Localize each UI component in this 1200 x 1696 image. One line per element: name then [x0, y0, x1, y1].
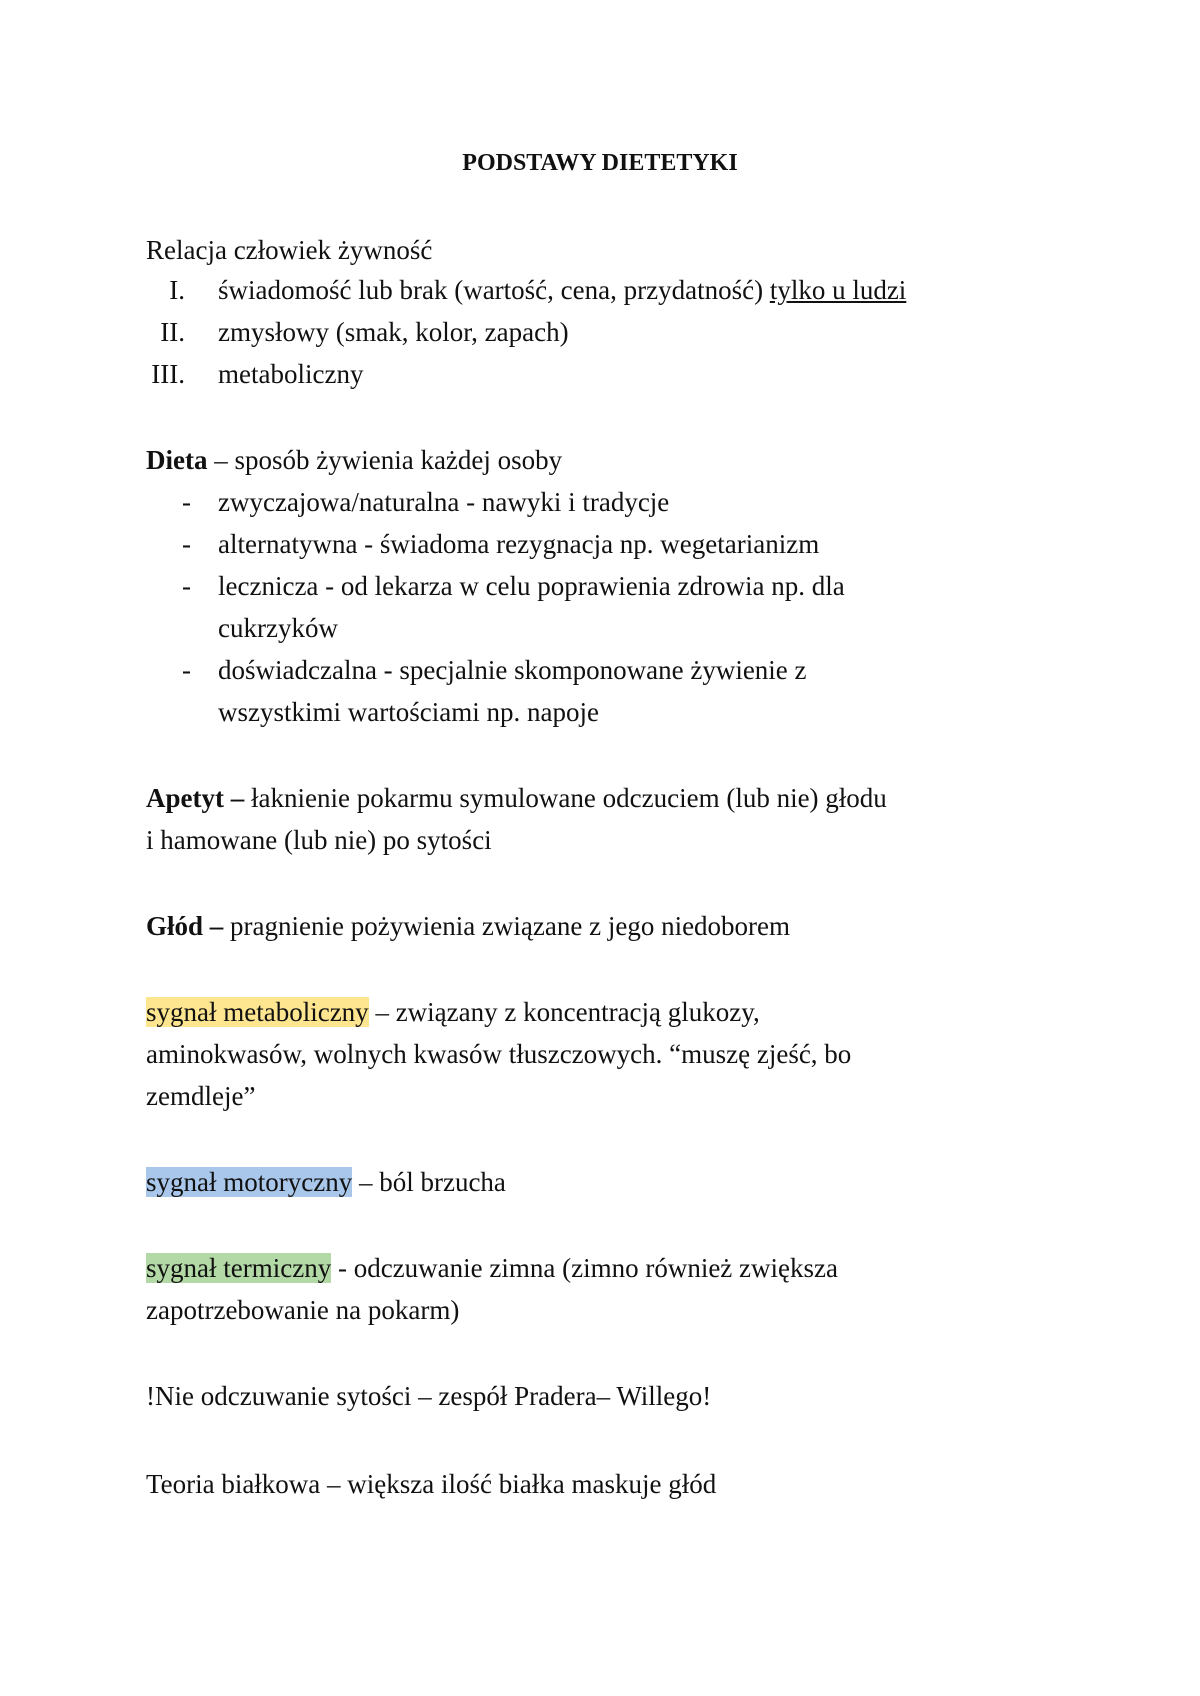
list-item-text: metaboliczny: [218, 359, 364, 389]
definition-text: – związany z koncentracją glukozy,: [368, 997, 760, 1027]
dash-bullet: -: [182, 487, 191, 517]
apetyt-definition: [146, 780, 887, 816]
definition-text: pragnienie pożywienia związane z jego niedoborem: [223, 911, 791, 941]
definition-text: - odczuwanie zimna (zimno również zwiększa: [331, 1253, 838, 1283]
metabolic-signal-cont: zemdleje”: [146, 1081, 256, 1111]
relacja-heading: Relacja człowiek żywność: [146, 235, 433, 265]
dieta-definition: [146, 442, 562, 478]
dash-bullet: -: [182, 571, 191, 601]
list-number: II.: [160, 317, 185, 347]
list-item-text: cukrzyków: [218, 613, 338, 643]
list-item-text: wszystkimi wartościami np. napoje: [218, 697, 599, 727]
highlighted-term: sygnał metaboliczny: [146, 997, 369, 1027]
dash-bullet: -: [182, 529, 191, 559]
list-item-text: alternatywna - świadoma rezygnacja np. wegetarianizm: [218, 529, 820, 559]
thermal-signal-cont: zapotrzebowanie na pokarm): [146, 1295, 460, 1325]
dash-bullet: -: [182, 655, 191, 685]
highlighted-term: sygnał termiczny: [146, 1253, 332, 1283]
list-item-text: zwyczajowa/naturalna - nawyki i tradycje: [218, 487, 670, 517]
document-title: PODSTAWY DIETETYKI: [462, 150, 738, 176]
list-item-text: zmysłowy (smak, kolor, zapach): [218, 317, 569, 347]
definition-text: łaknienie pokarmu symulowane odczuciem (lub nie) głodu: [244, 783, 887, 813]
list-number: III.: [151, 359, 185, 389]
list-item-label: świadomość lub brak (wartość, cena, przydatność): [218, 275, 770, 305]
motor-signal: [146, 1164, 506, 1200]
definition-text: – ból brzucha: [352, 1167, 506, 1197]
list-item-text: [218, 272, 906, 308]
apetyt-definition-cont: i hamowane (lub nie) po sytości: [146, 825, 492, 855]
glod-definition: [146, 908, 790, 944]
term: Głód –: [146, 911, 224, 941]
term: Dieta: [146, 445, 208, 475]
protein-theory: Teoria białkowa – większa ilość białka maskuje głód: [146, 1469, 717, 1499]
underlined-text: tylko u ludzi: [769, 275, 907, 305]
list-item-text: lecznicza - od lekarza w celu poprawienia zdrowia np. dla: [218, 571, 845, 601]
definition-text: – sposób żywienia każdej osoby: [207, 445, 563, 475]
highlighted-term: sygnał motoryczny: [146, 1167, 353, 1197]
term: Apetyt –: [146, 783, 245, 813]
thermal-signal: [146, 1250, 838, 1286]
metabolic-signal: [146, 994, 760, 1030]
list-item-text: doświadczalna - specjalnie skomponowane żywienie z: [218, 655, 807, 685]
prader-willi-note: !Nie odczuwanie sytości – zespół Pradera– Willego!: [146, 1381, 712, 1411]
metabolic-signal-cont: aminokwasów, wolnych kwasów tłuszczowych. “muszę zjeść, bo: [146, 1039, 852, 1069]
list-number: I.: [169, 275, 185, 305]
